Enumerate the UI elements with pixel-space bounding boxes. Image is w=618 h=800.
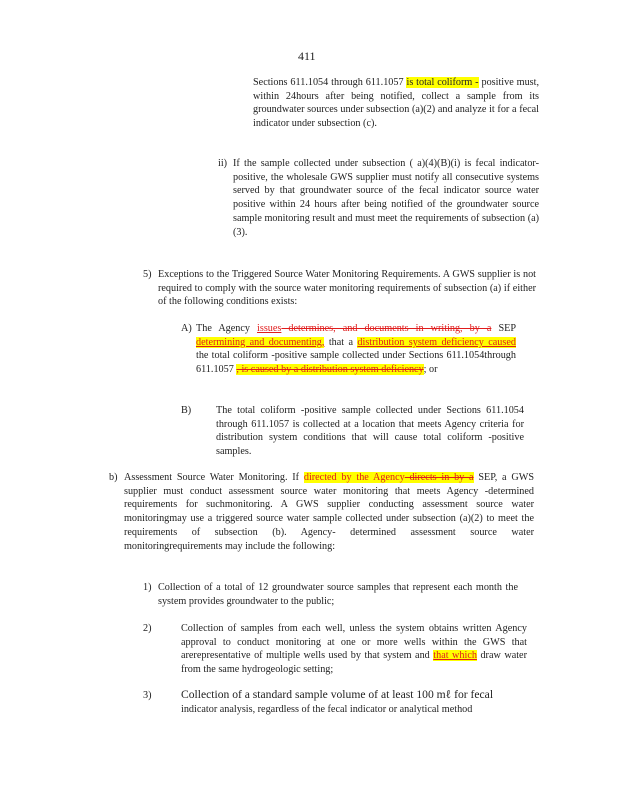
item-b3-line-1: Collection of a standard sample volume of at least 100 mℓ for fecal — [181, 688, 494, 701]
item-b-text — [124, 471, 534, 553]
item-A-text — [196, 322, 516, 377]
item-ii-text: If the sample collected under subsection ( a)(4)(B)(i) is fecal indicator-positive, the wholesale GWS supplier must notify all consecutive systems served by that groundwater source of the fecal indicator source water positive within 24 hours after being notified of the groundwater source sample monitoring result and must meet the requirements of subsection (a)(3). — [233, 158, 539, 238]
item-A-p3: that a — [324, 336, 358, 348]
item-b-p1: Assessment Source Water Monitoring. If — [124, 472, 304, 483]
item-B-p1: The total coliform -positive sample collected under Sections 611.1054 through 611.1057 — [216, 405, 524, 430]
intro-text-1: Sections 611.1054 through 611.1057 — [253, 77, 407, 88]
item-A-insert-3: distribution system deficiency caused — [357, 336, 516, 348]
item-b2-p2: draw water from the same hydrogeologic setting; — [181, 650, 527, 676]
item-A-p4: the total coliform -positive sample collected under Sections 611.1054through 611.1057 — [196, 350, 516, 376]
item-A-p2: SEP — [498, 323, 516, 334]
item-5-label: 5) — [143, 269, 152, 280]
item-B-label: B) — [181, 405, 192, 416]
item-b2-text — [181, 622, 527, 677]
intro-text-2: positive must, within 24hours after being notified, collect a sample from its groundwater sources under subsection (a)(2) and analyze it for a fecal indicator under subsection (c). — [253, 77, 540, 130]
item-b2-label: 2) — [143, 623, 152, 634]
item-A-label: A) — [181, 323, 192, 334]
item-b1-label: 1) — [143, 582, 152, 593]
item-b-delete-1: directs in by a — [404, 472, 474, 483]
item-5-body: Exceptions to the Triggered Source Water Monitoring Requirements. A GWS supplier is not required to comply with the source water monitoring requirements of subsection (a) if either of the following conditions exists: — [158, 269, 536, 308]
item-A-insert-2: determining and documenting, — [196, 336, 325, 348]
item-b3-label: 3) — [143, 690, 152, 701]
item-b3-line-2: indicator analysis, regardless of the fecal indicator or analytical method — [181, 704, 473, 715]
item-B-text — [216, 404, 524, 459]
item-A-p5: ; or — [423, 364, 438, 376]
item-ii-label: ii) — [218, 158, 228, 169]
item-A-delete-1: determines, and documents in writing, by a — [281, 323, 492, 334]
item-b2-p1: Collection of samples from each well, unless the system obtains written Agency approval to conduct monitoring at one or more wells within the GWS that arerepresentative of multiple wells used by that system and — [181, 623, 527, 662]
item-b-label: b) — [109, 472, 118, 483]
intro-highlight: is total coliform - — [406, 77, 479, 88]
item-b2-insert-1: that which — [433, 650, 477, 662]
item-A-p1: The Agency — [196, 323, 258, 334]
item-b1-text: Collection of a total of 12 groundwater source samples that represent each month the system provides groundwater to the public; — [158, 582, 518, 607]
item-B-p2: is collected at a location that meets Agency criteria for distribution system conditions that will cause total coliform -positive samples. — [216, 418, 524, 458]
intro-paragraph — [253, 76, 539, 131]
item-b-insert-1: directed by the Agency — [303, 472, 405, 483]
item-A-delete-2: , is caused by a distribution system deficiency — [236, 364, 424, 376]
item-5-text — [158, 268, 536, 309]
item-A-insert-1: issues — [257, 323, 282, 334]
item-b-p2: SEP, a GWS supplier must conduct assessment source water monitoring that meets Agency -determined requirements for suchmonitoring. A GWS supplier conducting assessment source water monitoringmay use a triggered source water sample collected under subsection (a)(2) to meet the requirements of subsection (b). Agency- determined assessment source water monitoringrequirements may include the following: — [124, 472, 534, 552]
page-number: 411 — [298, 49, 316, 63]
